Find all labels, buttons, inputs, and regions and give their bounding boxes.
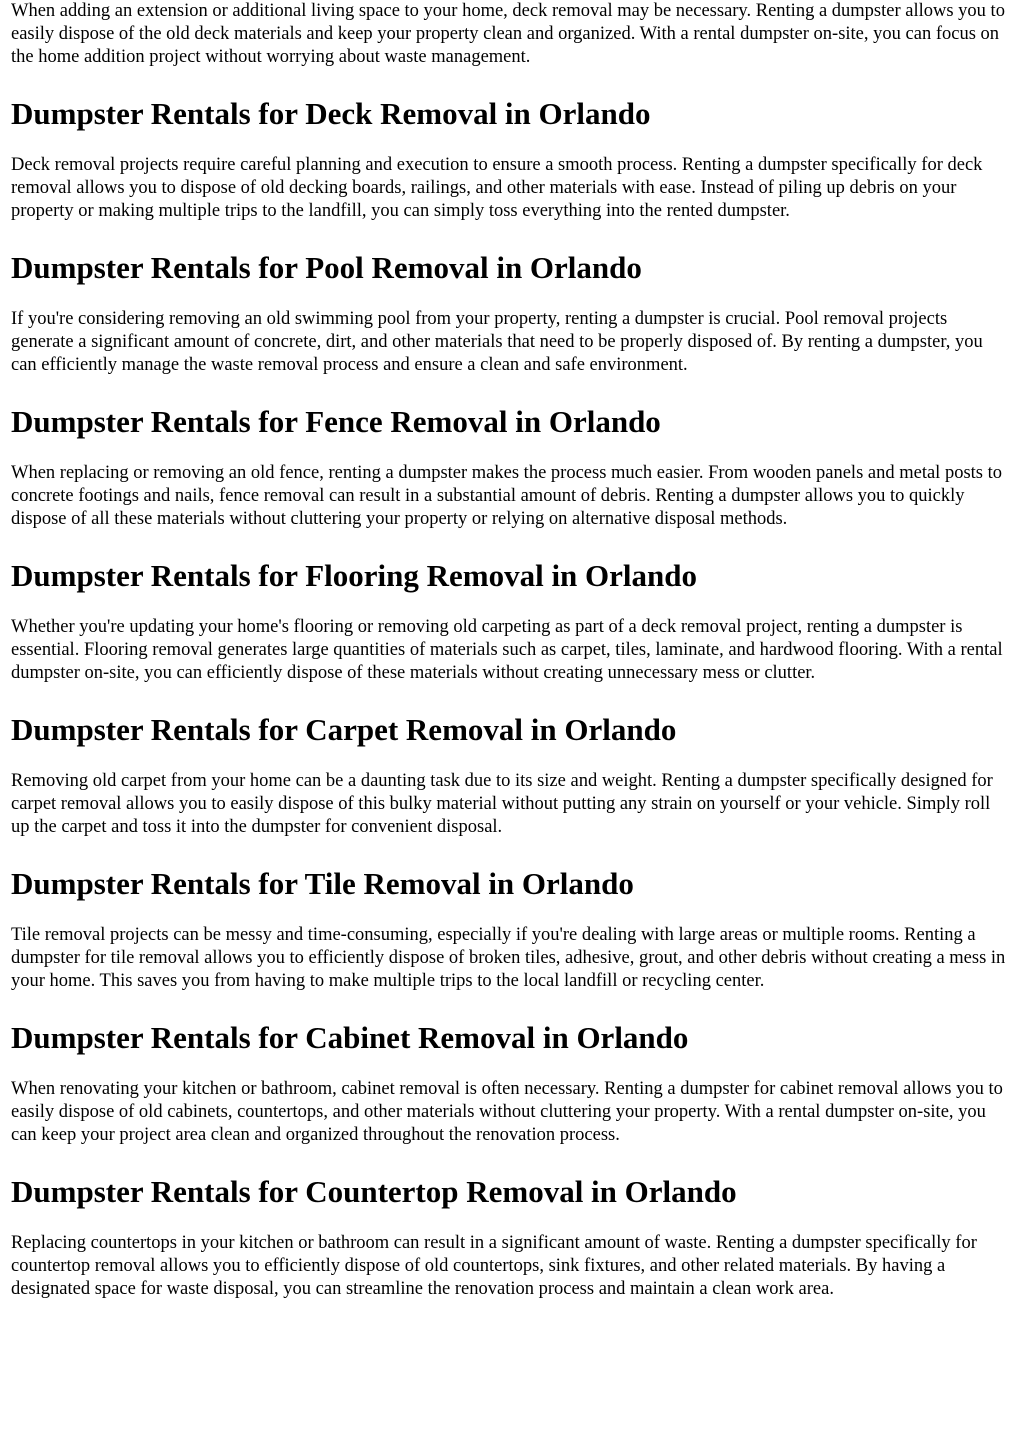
section-heading: Dumpster Rentals for Tile Removal in Orlando [11, 866, 634, 901]
section-paragraph: When renovating your kitchen or bathroom, cabinet removal is often necessary. Renting a dumpster for cabinet removal allows you to easily dispose of old cabinets, countertops, and other materials without cluttering your property. With a rental dumpster on-site, you can keep your project area clean and organized throughout the renovation process. [11, 1079, 1003, 1145]
section-heading: Dumpster Rentals for Carpet Removal in Orlando [11, 712, 677, 747]
section-paragraph: Removing old carpet from your home can be a daunting task due to its size and weight. Renting a dumpster specifically designed for carpet removal allows you to easily dispose of this bulky material without putting any strain on yourself or your vehicle. Simply roll up the carpet and toss it into the dumpster for convenient disposal. [11, 771, 993, 837]
section-paragraph: Tile removal projects can be messy and time-consuming, especially if you're dealing with large areas or multiple rooms. Renting a dumpster for tile removal allows you to efficiently dispose of broken tiles, adhesive, grout, and other debris without creating a mess in your home. This saves you from having to make multiple trips to the local landfill or recycling center. [11, 925, 1006, 991]
section-paragraph: If you're considering removing an old swimming pool from your property, renting a dumpster is crucial. Pool removal projects generate a significant amount of concrete, dirt, and other materials that need to be properly disposed of. By renting a dumpster, you can efficiently manage the waste removal process and ensure a clean and safe environment. [11, 309, 983, 375]
section-deck-removal [11, 69, 1013, 223]
section-fence-removal [11, 377, 1013, 531]
section-paragraph: Whether you're updating your home's flooring or removing old carpeting as part of a deck removal project, renting a dumpster is essential. Flooring removal generates large quantities of materials such as carpet, tiles, laminate, and hardwood flooring. With a rental dumpster on-site, you can efficiently dispose of these materials without creating unnecessary mess or clutter. [11, 617, 1003, 683]
section-heading: Dumpster Rentals for Deck Removal in Orlando [11, 96, 651, 131]
section-paragraph: Replacing countertops in your kitchen or bathroom can result in a significant amount of waste. Renting a dumpster specifically for countertop removal allows you to efficiently dispose of old countertops, sink fixtures, and other related materials. By having a designated space for waste disposal, you can streamline the renovation process and maintain a clean work area. [11, 1233, 977, 1299]
section-heading: Dumpster Rentals for Countertop Removal in Orlando [11, 1174, 737, 1209]
section-heading: Dumpster Rentals for Flooring Removal in Orlando [11, 558, 698, 593]
section-tile-removal [11, 839, 1013, 993]
section-heading: Dumpster Rentals for Pool Removal in Orlando [11, 250, 642, 285]
section-cabinet-removal [11, 993, 1013, 1147]
section-paragraph: When replacing or removing an old fence, renting a dumpster makes the process much easier. From wooden panels and metal posts to concrete footings and nails, fence removal can result in a substantial amount of debris. Renting a dumpster allows you to quickly dispose of all these materials without cluttering your property or relying on alternative disposal methods. [11, 463, 1003, 529]
section-paragraph: Deck removal projects require careful planning and execution to ensure a smooth process. Renting a dumpster specifically for deck removal allows you to dispose of old decking boards, railings, and other materials with ease. Instead of piling up debris on your property or making multiple trips to the landfill, you can simply toss everything into the rented dumpster. [11, 155, 983, 221]
section-flooring-removal [11, 531, 1013, 685]
section-countertop-removal [11, 1147, 1013, 1301]
section-carpet-removal [11, 685, 1013, 839]
section-pool-removal [11, 223, 1013, 377]
section-heading: Dumpster Rentals for Cabinet Removal in Orlando [11, 1020, 689, 1055]
intro-paragraph: When adding an extension or additional living space to your home, deck removal may be necessary. Renting a dumpster allows you to easily dispose of the old deck materials and keep your property clean and organized. With a rental dumpster on-site, you can focus on the home addition project without worrying about waste management. [11, 1, 1005, 67]
section-heading: Dumpster Rentals for Fence Removal in Orlando [11, 404, 661, 439]
